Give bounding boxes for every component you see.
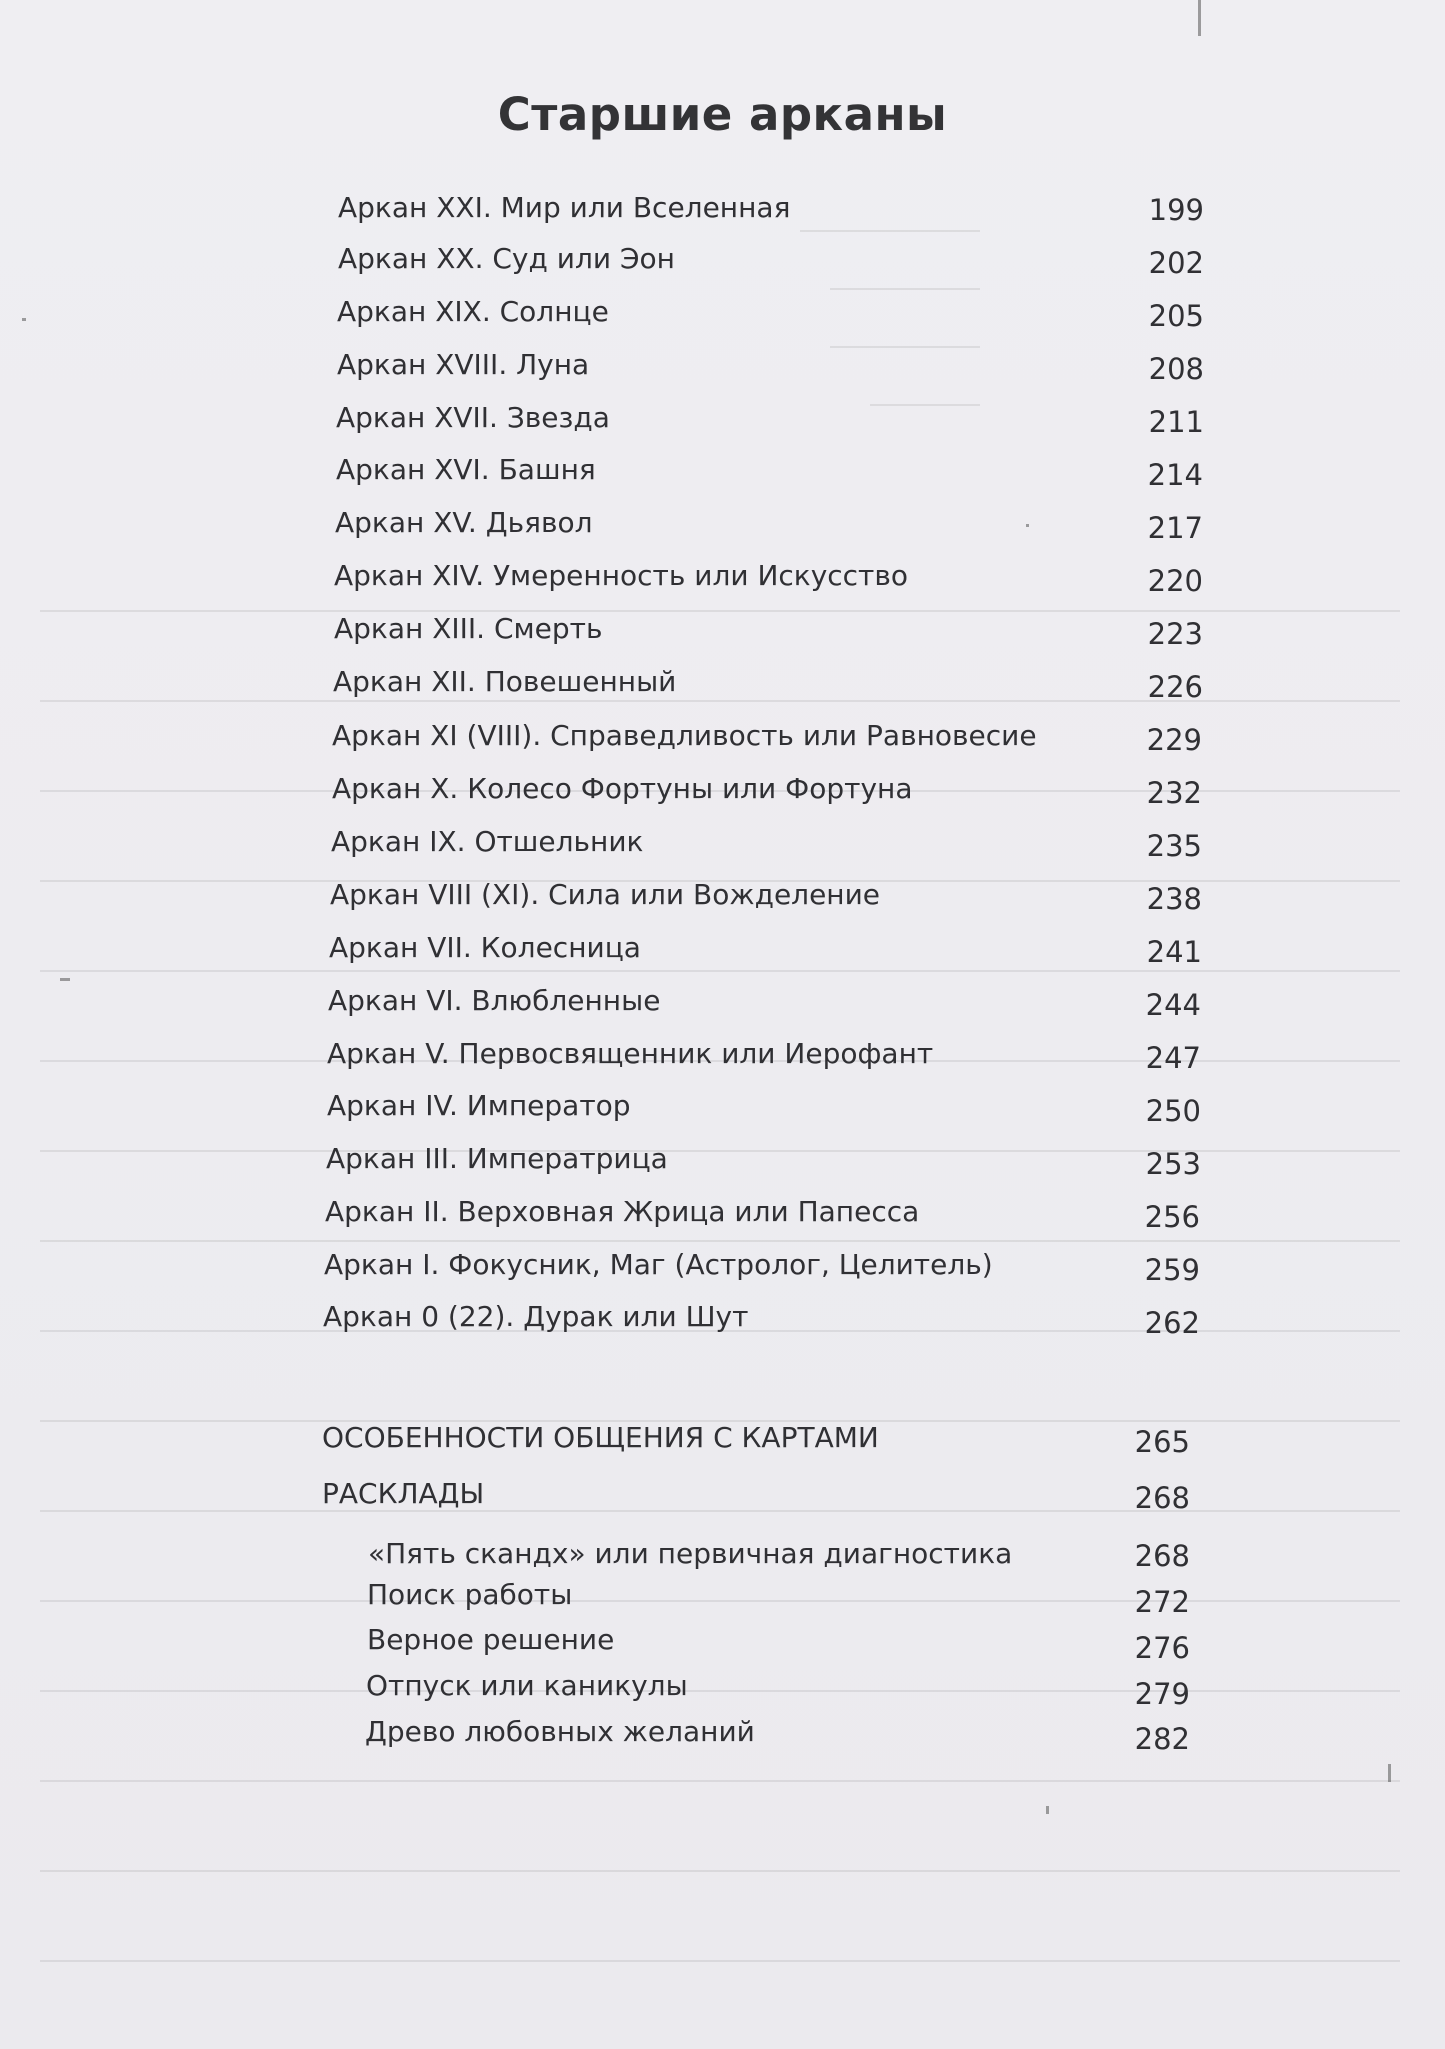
toc-entry-page: 247 [1145, 1041, 1201, 1075]
toc-entry-title: Аркан XVI. Башня [336, 453, 596, 486]
toc-entry-page: 211 [1148, 405, 1204, 439]
toc-entry-title: Аркан IV. Император [327, 1089, 631, 1122]
toc-section-page: 265 [1134, 1425, 1190, 1459]
toc-entry-title: Аркан XII. Повешенный [333, 665, 677, 698]
toc-entry-page: 259 [1144, 1253, 1200, 1287]
toc-entry-page: 217 [1147, 511, 1203, 545]
toc-entry-page: 253 [1145, 1147, 1201, 1181]
toc-entry-page: 205 [1148, 299, 1204, 333]
toc-entry-title: Аркан IX. Отшельник [331, 825, 644, 858]
toc-entry-page: 199 [1148, 193, 1204, 227]
toc-subentry-title: «Пять скандх» или первичная диагностика [368, 1537, 1013, 1570]
toc-subentry-page: 268 [1134, 1539, 1190, 1573]
toc-subentry-page: 282 [1134, 1722, 1190, 1756]
toc-entry-page: 214 [1147, 458, 1203, 492]
toc-entry-page: 241 [1146, 935, 1202, 969]
toc-entry-title: Аркан XVIII. Луна [337, 348, 590, 381]
toc-entry-page: 256 [1144, 1200, 1200, 1234]
toc-subentry-page: 276 [1134, 1631, 1190, 1665]
toc-entry-title: Аркан XIX. Солнце [337, 295, 609, 328]
toc-entry-page: 223 [1147, 617, 1203, 651]
toc-entry-page: 232 [1146, 776, 1202, 810]
toc-subentry-title: Верное решение [367, 1623, 615, 1656]
toc-entry-page: 220 [1147, 564, 1203, 598]
toc-subentry-title: Поиск работы [367, 1578, 573, 1611]
toc-entry-title: Аркан XXI. Мир или Вселенная [338, 191, 791, 224]
toc-entry-page: 226 [1147, 670, 1203, 704]
toc-entry-page: 244 [1145, 988, 1201, 1022]
page-title: Старшие арканы [497, 88, 948, 141]
toc-entry-page: 235 [1146, 829, 1202, 863]
toc-entry-title: Аркан VI. Влюбленные [328, 984, 661, 1017]
toc-entry-title: Аркан I. Фокусник, Маг (Астролог, Целитель) [324, 1248, 993, 1281]
toc-entry-title: Аркан XIV. Умеренность или Искусство [334, 559, 908, 592]
toc-subentry-page: 279 [1134, 1677, 1190, 1711]
toc-entry-title: Аркан 0 (22). Дурак или Шут [323, 1300, 749, 1333]
toc-entry-title: Аркан VII. Колесница [329, 931, 641, 964]
toc-entry-title: Аркан V. Первосвященник или Иерофант [327, 1037, 934, 1070]
toc-entry-title: Аркан XVII. Звезда [336, 401, 610, 434]
toc-entry-title: Аркан XIII. Смерть [334, 612, 603, 645]
toc-entry-title: Аркан XV. Дьявол [335, 506, 593, 539]
toc-entry-title: Аркан XI (VIII). Справедливость или Равновесие [332, 719, 1037, 752]
toc-entry-title: Аркан XX. Суд или Эон [338, 242, 675, 275]
toc-section-title: ОСОБЕННОСТИ ОБЩЕНИЯ С КАРТАМИ [322, 1421, 879, 1454]
toc-entry-page: 229 [1146, 723, 1202, 757]
toc-entry-page: 250 [1145, 1094, 1201, 1128]
toc-entry-title: Аркан II. Верховная Жрица или Папесса [325, 1195, 920, 1228]
toc-subentry-title: Отпуск или каникулы [366, 1669, 688, 1702]
toc-entry-title: Аркан III. Императрица [326, 1142, 668, 1175]
toc-entry-page: 262 [1144, 1306, 1200, 1340]
toc-entry-page: 202 [1148, 246, 1204, 280]
toc-entry-page: 208 [1148, 352, 1204, 386]
toc-section-title: РАСКЛАДЫ [322, 1477, 485, 1510]
toc-entry-title: Аркан VIII (XI). Сила или Вожделение [330, 878, 881, 911]
toc-entry-page: 238 [1146, 882, 1202, 916]
toc-subentry-page: 272 [1134, 1585, 1190, 1619]
toc-subentry-title: Древо любовных желаний [365, 1715, 755, 1748]
toc-entry-title: Аркан X. Колесо Фортуны или Фортуна [332, 772, 913, 805]
toc-section-page: 268 [1134, 1481, 1190, 1515]
